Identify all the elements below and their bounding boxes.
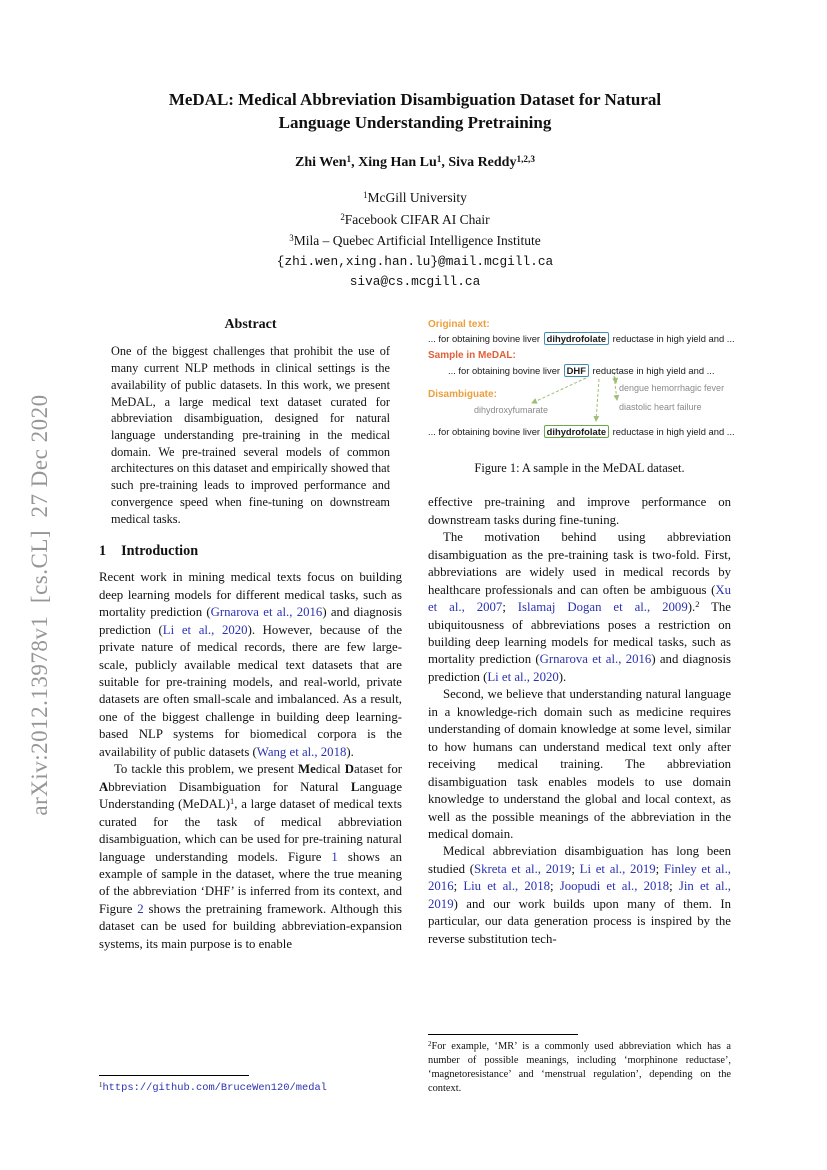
- text-segment: The ubiquitousness of abbreviations poses a restriction on building deep learning models for medical tasks, such as mortality prediction (: [428, 600, 731, 667]
- citation-link[interactable]: Li et al., 2020: [162, 622, 248, 637]
- figure-label-disambiguate: Disambiguate:: [428, 389, 497, 401]
- text-segment: ;: [502, 600, 518, 615]
- text-segment: ;: [669, 879, 679, 894]
- citation-link[interactable]: https://github.com/BruceWen120/medal: [102, 1081, 327, 1094]
- text-segment: ) and diagnosis prediction (: [428, 652, 731, 684]
- abstract-text: One of the biggest challenges that prohibit the use of many current NLP methods in clinical settings is the availability of public datasets. In this work, we present MeDAL, a large medical text dataset curated for abbreviation disambiguation, designed for natural language understanding pre-training in the medical domain. We pre-trained several models of common architectures on this dataset and empirically showed that such pre-training leads to improved performance and convergence speed when fine-tuning on downstream medical tasks.: [111, 344, 390, 526]
- text-segment: anguage Understanding (MeDAL): [99, 779, 402, 812]
- citation-link[interactable]: 1: [331, 849, 338, 864]
- paper-content: [99, 88, 735, 1095]
- text-segment: 2: [428, 1041, 432, 1049]
- text-segment: 1: [99, 1081, 103, 1089]
- section-heading-introduction: [99, 543, 402, 560]
- text-segment: 1: [230, 796, 235, 807]
- figure-line-original: [428, 332, 735, 345]
- paper-title: MeDAL: Medical Abbreviation Disambiguation Dataset for Natural Language Understanding Pretraining: [168, 90, 662, 133]
- citation-link[interactable]: Wang et al., 2018: [256, 744, 347, 759]
- text-segment: 2: [695, 599, 700, 610]
- footnote-text: [428, 1040, 731, 1095]
- paragraph-right-4: [428, 843, 731, 948]
- citation-link[interactable]: Li et al., 2020: [487, 669, 559, 684]
- figure-1-caption: Figure 1: A sample in the MeDAL dataset.: [474, 461, 685, 476]
- left-column: [99, 315, 402, 1095]
- affiliation-line: [99, 187, 731, 209]
- citation-link[interactable]: Liu et al., 2018: [463, 879, 550, 894]
- figure-label-sample-in-medal: Sample in MeDAL:: [428, 350, 516, 362]
- citation-link[interactable]: Joopudi et al., 2018: [559, 879, 670, 894]
- text-segment: shows the pretraining framework. Although this dataset can be used for building abbreviation-expansion systems, its main purpose is to enable: [99, 901, 402, 951]
- text-segment: Siva Reddy: [448, 154, 517, 170]
- abbreviation-box-dhf: DHF: [564, 364, 589, 377]
- text-segment: A: [99, 779, 109, 794]
- text-segment: bbreviation Disambiguation for Natural: [108, 779, 351, 794]
- figure-label-original-text: Original text:: [428, 319, 490, 331]
- figure-line-sample: [448, 364, 715, 377]
- text-segment: 1: [436, 153, 442, 164]
- text-segment: ;: [550, 879, 560, 894]
- section-number: 1: [99, 543, 107, 560]
- text-segment: 1: [363, 189, 368, 200]
- email-line: siva@cs.mcgill.ca: [349, 273, 481, 289]
- abbreviation-box-dihydrofolate-resolved: dihydrofolate: [544, 425, 609, 438]
- figure-text: reductase in high yield and ...: [610, 426, 735, 438]
- figure-text: ... for obtaining bovine liver: [428, 333, 543, 345]
- text-segment: ,: [351, 154, 359, 170]
- text-segment: Facebook CIFAR AI Chair: [344, 211, 490, 227]
- text-segment: ).: [346, 744, 354, 759]
- text-segment: 3: [289, 233, 294, 244]
- text-segment: ;: [571, 861, 580, 876]
- email-line: {zhi.wen,xing.han.lu}@mail.mcgill.ca: [276, 253, 554, 269]
- affiliation-line: [99, 230, 731, 252]
- citation-link[interactable]: Grnarova et al., 2016: [210, 605, 323, 620]
- expansion-option-dihydroxyfumarate: dihydroxyfumarate: [474, 405, 549, 416]
- section-title: Introduction: [121, 543, 199, 560]
- figure-text: reductase in high yield and ...: [610, 333, 735, 345]
- paragraph-right-3: [428, 686, 731, 843]
- footnote-text: [99, 1081, 402, 1096]
- text-segment: ).: [687, 600, 696, 615]
- text-segment: Xing Han Lu: [358, 154, 437, 170]
- text-segment: ) and diagnosis prediction (: [99, 605, 402, 637]
- abbreviation-box-dihydrofolate: dihydrofolate: [544, 332, 609, 345]
- text-segment: ;: [655, 861, 664, 876]
- figure-text: ... for obtaining bovine liver: [448, 365, 563, 377]
- figure-1: [428, 319, 735, 445]
- affiliations: [99, 187, 731, 291]
- citation-link[interactable]: Skreta et al., 2019: [473, 861, 572, 876]
- text-segment: McGill University: [367, 189, 467, 205]
- right-column: [428, 315, 735, 1095]
- text-segment: Zhi Wen: [295, 154, 347, 170]
- paragraph-right-1: [428, 494, 731, 529]
- citation-link[interactable]: Jin et al., 2019: [428, 879, 731, 911]
- figure-text: reductase in high yield and ...: [589, 365, 715, 377]
- figure-line-final: [428, 425, 735, 438]
- text-segment: The motivation behind using abbreviation disambiguation as the pre-training task is two-fold. First, abbreviations are widely used in medical records by healthcare professionals and can often be ambiguous (: [428, 530, 731, 597]
- text-segment: 1,2,3: [516, 153, 535, 164]
- expansion-option-diastolic-heart-failure: diastolic heart failure: [619, 402, 702, 413]
- footnote-rule: [99, 1075, 249, 1076]
- footnote-1: [99, 1075, 402, 1096]
- text-segment: Recent work in mining medical texts focus on building deep learning models for different medical tasks, such as mortality prediction (: [99, 570, 402, 620]
- text-segment: ataset for: [353, 762, 402, 777]
- citation-link[interactable]: Islamaj Dogan et al., 2009: [517, 600, 688, 615]
- text-segment: Medical abbreviation disambiguation has long been studied (: [428, 844, 731, 876]
- citation-link[interactable]: Grnarova et al., 2016: [539, 652, 652, 667]
- text-segment: L: [350, 779, 360, 794]
- text-segment: dical: [315, 762, 345, 777]
- text-segment: ) and our work builds upon many of them. In particular, our data generation process is inspired by the reverse substitution tech-: [428, 896, 731, 946]
- paragraph-right-2: [428, 529, 731, 686]
- text-segment: D: [344, 762, 354, 777]
- text-segment: For example, ‘MR’ is a commonly used abbreviation which has a number of possible meanings, including ‘morphinone reductase’, ‘magnetoresistance’ and ‘menstrual regulation’, depending on the context.: [428, 1041, 731, 1094]
- text-segment: Mila – Quebec Artificial Intelligence Institute: [293, 233, 541, 249]
- text-segment: ). However, because of the private nature of medical records, there are few large-scale, publicly available medical text datasets that are suitable for pre-training models, and real-world, private datasets are often small-scale and imbalanced. As a result, one of the biggest challenge in building deep learning-based NLP systems for biomedical corpora is the availability of public datasets (: [99, 622, 403, 759]
- paragraph-intro-1: [99, 569, 402, 761]
- text-segment: ;: [453, 879, 464, 894]
- abstract-heading: Abstract: [224, 317, 277, 333]
- affiliation-line: [99, 209, 731, 231]
- text-segment: Me: [298, 762, 316, 777]
- arxiv-watermark: arXiv:2012.13978v1 [cs.CL] 27 Dec 2020: [27, 394, 52, 816]
- text-segment: shows an example of sample in the dataset, where the true meaning of the abbreviation ‘DHF’ is inferred from its context, and Figure: [99, 849, 402, 916]
- text-segment: 1: [346, 153, 352, 164]
- text-segment: ).: [558, 669, 567, 684]
- text-segment: effective pre-training and improve performance on downstream tasks during fine-tuning.: [428, 495, 731, 527]
- text-segment: , a large dataset of medical texts curated for the task of medical abbreviation disambiguation, which can be used for pre-training natural language understanding models. Figure: [99, 797, 402, 864]
- footnote-rule: [428, 1034, 578, 1035]
- figure-text: ... for obtaining bovine liver: [428, 426, 543, 438]
- text-segment: To tackle this problem, we present: [114, 762, 299, 777]
- citation-link[interactable]: Li et al., 2019: [579, 861, 656, 876]
- citation-link[interactable]: 2: [137, 901, 144, 916]
- paragraph-intro-2: [99, 761, 402, 953]
- two-column-body: [99, 315, 735, 1095]
- citation-link[interactable]: Finley et al., 2016: [428, 861, 731, 894]
- author-line: [99, 155, 731, 171]
- text-segment: Second, we believe that understanding natural language in a knowledge-rich domain such as medicine requires understanding of domain knowledge at some level, similar to how humans can understand medical text only after receiving medical training. The abbreviation disambiguation task enables models to use domain knowledge to understand the global and local context, as well as the possible meanings of the abbreviation in the medical domain.: [428, 687, 731, 841]
- footnote-2: [428, 1034, 731, 1095]
- expansion-option-dengue-hemorrhagic-fever: dengue hemorrhagic fever: [619, 383, 725, 394]
- citation-link[interactable]: Xu et al., 2007: [428, 582, 731, 615]
- text-segment: ,: [441, 154, 449, 170]
- text-segment: 2: [340, 211, 345, 222]
